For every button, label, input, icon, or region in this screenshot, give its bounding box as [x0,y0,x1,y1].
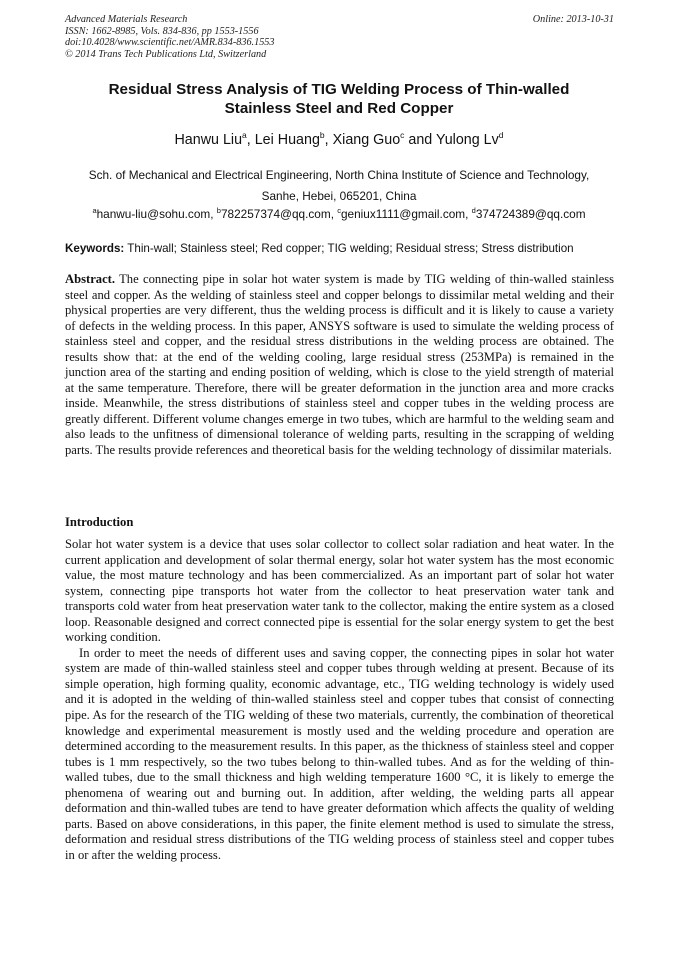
abstract [65,272,614,459]
issn-line: ISSN: 1662-8985, Vols. 834-836, pp 1553-1556 [65,25,259,37]
intro-paragraph-1: Solar hot water system is a device that uses solar collector to collect solar radiation and heat water. In the current application and development of solar thermal energy, solar hot water system has the most economic value, the most mature technology and has been commercialized. As an important part of solar hot water system, connecting pipe transports hot water from the collector to heat preservation water tank and transports cold water from heat preservation water tank to the collector, making the entire system as a closed loop. Reasonable designed and correct connected pipe is essential for the solar energy system to get the best working condition. [65,537,614,645]
author-sep: and [404,132,436,148]
email-sup: b [216,206,221,215]
affiliation-line-2: Sanhe, Hebei, 065201, China [261,188,417,203]
keywords-label: Keywords: [65,242,125,255]
author-sep: , [324,132,333,148]
author-sup: a [242,130,247,140]
keywords [65,241,618,257]
email-sup: d [471,206,476,215]
intro-paragraph-2: In order to meet the needs of different uses and saving copper, the connecting pipes in solar hot water system are made of thin-walled stainless steel and copper tubes through welding at present. Because of its simple operation, high forming quality, economic advantage, etc., TIG welding technology is widely used and it is adopted in the welding of thin-walled stainless steel and copper tubes that consist of connecting pipe. As for the research of the TIG welding of these two materials, currently, the combination of theoretical knowledge and experimental measurement is mostly used and the welding procedure and operation are determined according to the measurement results. In this paper, as the thickness of stainless steel and copper tubes is 1 mm respectively, so the two tubes belong to thin-walled tubes. And as for the welding of thin-walled tubes, due to the small thickness and high welding temperature 1600 °C, it is likely to emerge the phenomena of wearing out and burning out. In addition, after welding, the welding parts all appear deformation and thin-walled tubes are tend to have greater deformation which affects the quality of welding parts. Based on above considerations, in this paper, the finite element method is used to simulate the stress, deformation and residual stress distributions of the TIG welding process of stainless steel and copper tubes in or after the welding process. [65,645,614,862]
copyright-line: © 2014 Trans Tech Publications Ltd, Switzerland [65,48,267,60]
email-address: geniux1111@gmail.com [341,207,466,221]
email-sep: , [465,207,472,221]
keywords-text: Thin-wall; Stainless steel; Red copper; TIG welding; Residual stress; Stress distribution [124,242,574,255]
author-sep: , [246,132,255,148]
abstract-label: Abstract. [65,272,116,286]
email-address: 782257374@qq.com [220,207,331,221]
title-line-1: Residual Stress Analysis of TIG Welding Process of Thin-walled [108,81,570,98]
doi-line: doi:10.4028/www.scientific.net/AMR.834-836.1553 [65,37,275,48]
author-name: Hanwu Liu [174,132,243,148]
email-address: hanwu-liu@sohu.com [96,207,211,221]
author-sup: c [400,130,405,140]
affiliation [60,165,618,206]
email-list [40,206,638,222]
author-name: Lei Huang [254,132,320,148]
email-sup: c [337,206,341,215]
email-sup: a [92,206,97,215]
author-list [40,131,638,149]
author-name: Xiang Guo [332,132,401,148]
author-sup: d [498,130,504,140]
online-date: Online: 2013-10-31 [532,14,614,25]
introduction-heading: Introduction [65,515,134,529]
title-line-2: Stainless Steel and Red Copper [224,99,454,117]
affiliation-line-1: Sch. of Mechanical and Electrical Engineering, North China Institute of Science and Technology, [88,168,590,182]
journal-header [65,14,614,60]
abstract-text: The connecting pipe in solar hot water system is made by TIG welding of thin-walled stainless steel and copper. As the welding of stainless steel and copper belongs to dissimilar metal welding and their physical properties are very different, thus the welding process is difficult and it is likely to cause a variety of defects in the welding process. In this paper, ANSYS software is used to simulate the welding process of stainless steel and copper, and the residual stress distributions in the welding process are obtained. The results show that: at the end of the welding cooling, large residual stress (253MPa) is remained in the junction area of the starting and ending position of welding, which is close to the yield strength of material at the same temperature. Therefore, there will be greater deformation in the junction area and more cracks inside. Meanwhile, the stress distributions of stainless steel and copper tubes in the welding process are greatly different. Different volume changes emerge in two tubes, which are harmful to the welding seam and also leads to the unfitness of dimensional tolerance of welding parts, resulting in the scrapping of welding parts. The results provide references and theoretical basis for the welding technology of dissimilar materials. [65,272,614,458]
journal-name: Advanced Materials Research [65,14,188,25]
email-sep: , [330,207,338,221]
author-name: Yulong Lv [435,132,499,148]
introduction-body [65,537,614,863]
paper-title [70,81,608,118]
email-sep: , [210,207,217,221]
author-sup: b [319,130,325,140]
email-address: 374724389@qq.com [475,207,586,221]
